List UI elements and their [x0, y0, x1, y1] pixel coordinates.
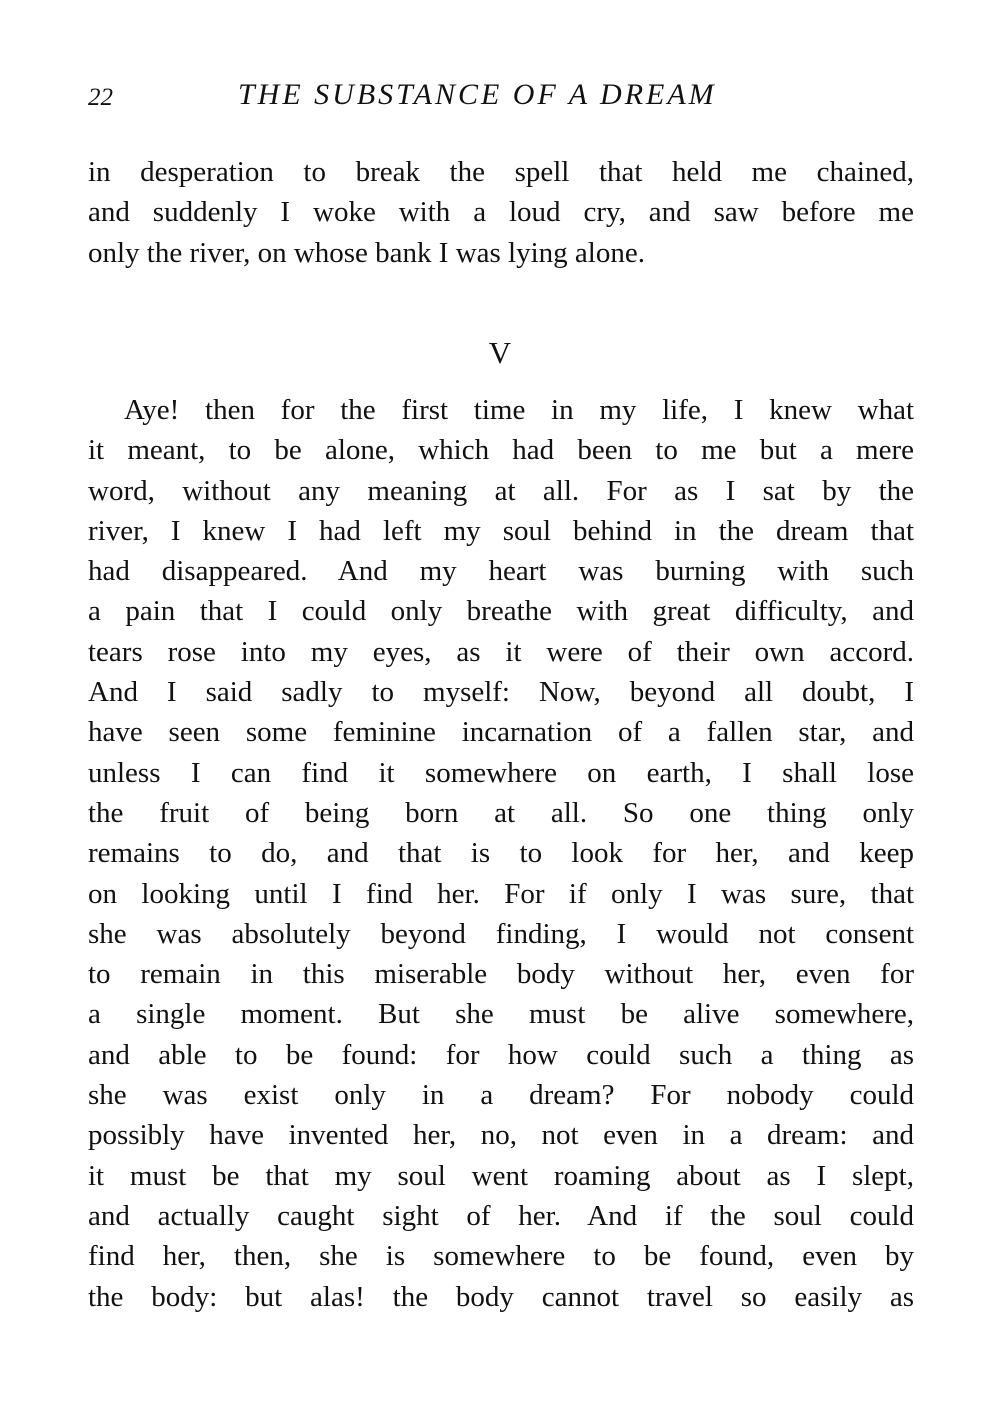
text-line: river, I knew I had left my soul behind in the dream that — [88, 514, 914, 547]
text-line: unless I can find it somewhere on earth, I shall lose — [88, 756, 914, 789]
running-head: THE SUBSTANCE OF A DREAM — [238, 78, 717, 111]
text-line: a single moment. But she must be alive somewhere, — [88, 998, 914, 1031]
text-line: she was exist only in a dream? For nobody could — [88, 1079, 914, 1112]
text-line: only the river, on whose bank I was lying alone. — [88, 236, 645, 269]
text-line: And I said sadly to myself: Now, beyond all doubt, I — [88, 676, 914, 709]
text-line: had disappeared. And my heart was burning with such — [88, 555, 914, 588]
text-line: the fruit of being born at all. So one thing only — [88, 796, 914, 829]
text-line: and suddenly I woke with a loud cry, and saw before me — [88, 196, 914, 229]
text-line: the body: but alas! the body cannot travel so easily as — [88, 1280, 914, 1313]
section-paragraph — [88, 390, 914, 1317]
text-line: on looking until I find her. For if only I was sure, that — [88, 877, 914, 910]
text-line: find her, then, she is somewhere to be found, even by — [88, 1240, 914, 1273]
text-line: and able to be found: for how could such a thing as — [88, 1038, 914, 1071]
text-line: have seen some feminine incarnation of a fallen star, and — [88, 716, 914, 749]
text-line: word, without any meaning at all. For as I sat by the — [88, 474, 914, 507]
text-line: tears rose into my eyes, as it were of their own accord. — [88, 635, 914, 668]
page-header — [88, 78, 913, 118]
text-line: in desperation to break the spell that held me chained, — [88, 156, 914, 188]
text-line: it meant, to be alone, which had been to me but a mere — [88, 434, 914, 467]
text-line: she was absolutely beyond finding, I would not consent — [88, 917, 914, 950]
continuation-paragraph — [88, 152, 914, 273]
text-line: remains to do, and that is to look for her, and keep — [88, 837, 914, 870]
text-line: a pain that I could only breathe with great difficulty, and — [88, 595, 914, 628]
text-line: and actually caught sight of her. And if the soul could — [88, 1199, 914, 1232]
text-line: possibly have invented her, no, not even in a dream: and — [88, 1119, 914, 1152]
section-heading: V — [488, 335, 512, 370]
text-line: to remain in this miserable body without her, even for — [88, 958, 914, 991]
text-line: Aye! then for the first time in my life, I knew what — [124, 394, 914, 426]
text-line: it must be that my soul went roaming about as I slept, — [88, 1159, 914, 1192]
page-number: 22 — [88, 84, 113, 111]
